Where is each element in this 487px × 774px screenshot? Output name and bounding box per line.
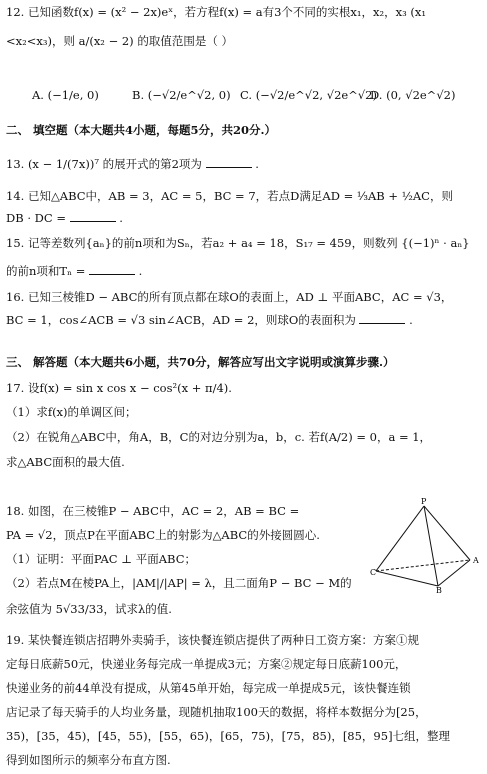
q18-stem-line2: PA = √2，顶点P在平面ABC上的射影为△ABC的外接圆圆心.	[6, 528, 320, 542]
q14-line1: 14. 已知△ABC中，AB = 3，AC = 5，BC = 7，若点D满足AD = ⅓AB + ½AC，则	[6, 189, 453, 203]
q12-stem-line2: <x₂<x₃)，则 a/(x₂ − 2) 的取值范围是（ ）	[6, 34, 233, 48]
q17-stem: 17. 设f(x) = sin x cos x − cos²(x + π/4).	[6, 381, 232, 395]
q13-end: .	[255, 157, 259, 171]
q12-option-d: D. (0, √2e^√2)	[370, 88, 456, 102]
vertex-label-a: A	[473, 556, 479, 565]
q13-line	[6, 156, 481, 172]
q16-line1: 16. 已知三棱锥D − ABC的所有顶点都在球O的表面上，AD ⊥ 平面ABC，AC = √3，	[6, 290, 453, 304]
vertex-label-p: P	[421, 498, 427, 506]
q18-part-2-cont: 余弦值为 5√33/33，试求λ的值.	[6, 602, 172, 616]
section-2-heading: 二、 填空题（本大题共4小题，每题5分，共20分.）	[6, 123, 277, 137]
q16-text: BC = 1，cos∠ACB = √3 sin∠ACB，AD = 2，则球O的表面积为	[6, 313, 356, 327]
edge-pc	[376, 506, 424, 571]
q19-line2: 定每日底薪50元，快递业务每完成一单提成3元；方案②规定每日底薪100元，	[6, 657, 407, 671]
q15-line1: 15. 记等差数列{aₙ}的前n项和为Sₙ，若a₂ + a₄ = 18，S₁₇ = 459，则数列 {(−1)ⁿ · aₙ}	[6, 236, 470, 250]
q17-part-2-cont: 求△ABC面积的最大值.	[6, 455, 125, 469]
edge-ba	[438, 560, 470, 586]
q16-line2	[6, 312, 481, 328]
q16-answer-blank	[359, 312, 405, 324]
q13-answer-blank	[206, 156, 252, 168]
edge-ca-hidden	[376, 560, 470, 571]
q18-part-1: （1）证明：平面PAC ⊥ 平面ABC；	[6, 552, 196, 566]
q12-option-a: A. (−1/e, 0)	[32, 88, 99, 102]
section-3-heading: 三、 解答题（本大题共6小题，共70分，解答应写出文字说明或演算步骤.）	[6, 355, 395, 369]
q14-line2	[6, 210, 481, 226]
q14-answer-blank	[70, 210, 116, 222]
q19-line4: 店记录了每天骑手的人均业务量，现随机抽取100天的数据，将样本数据分为[25，	[6, 705, 427, 719]
q17-part-1: （1）求f(x)的单调区间；	[6, 405, 137, 419]
q12-stem-line1: 12. 已知函数f(x) = (x² − 2x)eˣ，若方程f(x) = a有3个不同的实根x₁，x₂，x₃ (x₁	[6, 5, 426, 19]
q15-end: .	[138, 264, 143, 278]
q18-part-2: （2）若点M在棱PA上，|AM|/|AP| = λ，且二面角P − BC − M的	[6, 576, 352, 590]
q16-end: .	[409, 313, 413, 327]
q19-line5: 35)，[35，45)，[45，55)，[55，65)，[65，75)，[75，85)，[85，95]七组，整理	[6, 729, 451, 743]
edge-pa	[424, 506, 470, 560]
edge-cb	[376, 571, 438, 586]
edge-pb	[424, 506, 438, 586]
vertex-label-c: C	[370, 568, 377, 577]
q15-text: 的前n项和Tₙ =	[6, 264, 86, 278]
q18-stem-line1: 18. 如图，在三棱锥P − ABC中，AC = 2，AB = BC =	[6, 504, 300, 518]
q19-line6: 得到如图所示的频率分布直方图.	[6, 753, 171, 767]
pyramid-figure	[370, 498, 482, 593]
q14-end: .	[119, 211, 123, 225]
vertex-label-b: B	[436, 586, 442, 593]
q17-part-2: （2）在锐角△ABC中，角A，B，C的对边分别为a，b，c. 若f(A/2) = 0，a = 1，	[6, 430, 432, 444]
q13-text: 13. (x − 1/(7x))⁷ 的展开式的第2项为	[6, 157, 202, 171]
q19-line1: 19. 某快餐连锁店招聘外卖骑手，该快餐连锁店提供了两种日工资方案：方案①规	[6, 633, 419, 647]
q14-text: DB · DC =	[6, 211, 66, 225]
q15-answer-blank	[89, 263, 135, 275]
q19-line3: 快递业务的前44单没有提成，从第45单开始，每完成一单提成5元，该快餐连锁	[6, 681, 411, 695]
q12-option-c: C. (−√2/e^√2, √2e^√2)	[240, 88, 377, 102]
q15-line2	[6, 263, 481, 279]
q12-option-b: B. (−√2/e^√2, 0)	[132, 88, 231, 102]
